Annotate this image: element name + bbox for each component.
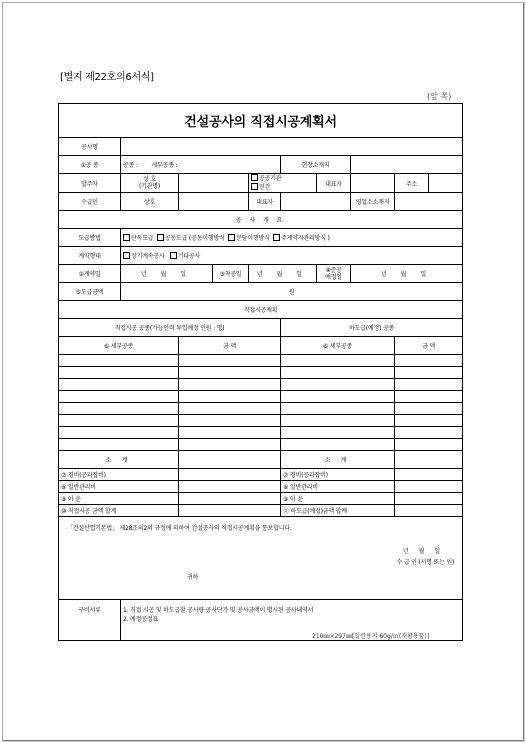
- table-cell[interactable]: [281, 367, 395, 379]
- option-long-term: 장기계속공사: [131, 253, 165, 260]
- label-contractor: 수급인: [59, 193, 121, 211]
- start-date-field[interactable]: 년 월 일: [249, 265, 317, 283]
- checkbox-icon[interactable]: [157, 234, 164, 241]
- label-project-name: 공사명: [59, 138, 121, 156]
- left-item-label: ⑧ 일반관리비: [59, 481, 179, 493]
- left-item-label: ⑩ 직접시공 금액 합계: [59, 505, 179, 517]
- table-cell[interactable]: [395, 427, 463, 439]
- left-item-label: ⑦ 경비(공과잡비): [59, 469, 179, 481]
- direct-subtotal-label: 소 계: [59, 451, 179, 469]
- label-contract-date: ②계약일: [59, 265, 121, 283]
- label-office-location: 영업소소재지: [351, 193, 395, 211]
- contract-amount-field[interactable]: 원: [121, 283, 463, 301]
- table-cell[interactable]: [395, 403, 463, 415]
- table-cell[interactable]: [395, 391, 463, 403]
- label-contract-method: 도급방법: [59, 229, 121, 247]
- table-cell[interactable]: [179, 439, 281, 451]
- table-cell[interactable]: [395, 379, 463, 391]
- checkbox-icon[interactable]: [228, 234, 235, 241]
- checkbox-icon[interactable]: [123, 252, 130, 259]
- right-item-field[interactable]: [395, 469, 463, 481]
- table-cell[interactable]: [179, 415, 281, 427]
- table-cell[interactable]: [59, 403, 179, 415]
- side-label: (앞 쪽): [427, 92, 452, 101]
- paper-spec: 210㎜×297㎜[일반용지 60g/㎡(재활용품)]: [312, 633, 430, 640]
- label-start-date: ③착공일: [213, 265, 249, 283]
- table-cell[interactable]: [59, 355, 179, 367]
- option-single: 단독도급: [131, 235, 154, 242]
- option-public: 공공기관: [259, 175, 282, 182]
- label-orderer: 발주자: [59, 174, 121, 193]
- checkbox-icon[interactable]: [170, 252, 177, 259]
- col-sub-amount: 금 액: [395, 337, 463, 355]
- col-sub-subtype: ⑥ 세부공종: [281, 337, 395, 355]
- project-name-field[interactable]: [121, 138, 463, 156]
- option-main-contractor: 주계약자관리방식 ): [281, 235, 330, 242]
- direct-subtotal-field[interactable]: [179, 451, 281, 469]
- address-field[interactable]: [429, 174, 463, 193]
- option-other: 기타공사: [177, 253, 201, 260]
- right-item-label: ⑧ 일반관리비: [281, 481, 395, 493]
- option-joint-exec: (공동이행방식: [188, 235, 225, 242]
- orderer-name-field[interactable]: [179, 174, 249, 193]
- sub-subtotal-field[interactable]: [395, 451, 463, 469]
- sub-work-type-label: 세부공종 :: [151, 162, 178, 169]
- table-cell[interactable]: [281, 427, 395, 439]
- right-item-label: ⑦ 경비(공과잡비): [281, 469, 395, 481]
- table-cell[interactable]: [395, 367, 463, 379]
- notice-block: [59, 517, 463, 600]
- sub-subtotal-label: 소 계: [281, 451, 395, 469]
- subcontract-header: 하도급(예정) 공종: [281, 319, 463, 337]
- table-cell[interactable]: [179, 427, 281, 439]
- label-site-location: 현장소재지: [281, 156, 351, 174]
- table-cell[interactable]: [59, 427, 179, 439]
- table-cell[interactable]: [395, 439, 463, 451]
- addressee: 귀하: [187, 574, 199, 581]
- table-cell[interactable]: [281, 379, 395, 391]
- label-work-type: ①공 종: [59, 156, 121, 174]
- table-cell[interactable]: [281, 391, 395, 403]
- label-contract-amount: ⑤도급금액: [59, 283, 121, 301]
- option-split-exec: 분담이행방식: [236, 235, 270, 242]
- plan-form-table: [58, 103, 463, 641]
- label-representative: 대표자: [317, 174, 351, 193]
- table-cell[interactable]: [281, 415, 395, 427]
- table-cell[interactable]: [179, 379, 281, 391]
- table-cell[interactable]: [59, 391, 179, 403]
- contractor-rep-field[interactable]: [281, 193, 351, 211]
- orderer-type-options[interactable]: [249, 174, 317, 193]
- table-cell[interactable]: [59, 367, 179, 379]
- table-cell[interactable]: [281, 403, 395, 415]
- signer-line[interactable]: 수 급 인 (서명 또는 인): [396, 559, 455, 566]
- attachment-item: 2. 예정공정표: [123, 616, 159, 623]
- work-type-field[interactable]: [121, 156, 281, 174]
- attachment-item: 1. 직접 시공 및 하도급할 공사량·공사단가 및 공사금액이 명시된 공사내역서: [123, 607, 314, 614]
- table-cell[interactable]: [179, 403, 281, 415]
- table-cell[interactable]: [59, 415, 179, 427]
- right-item-label: ⑨ 이 윤: [281, 493, 395, 505]
- form-title: 건설공사의 직접시공계획서: [59, 104, 463, 138]
- left-item-field[interactable]: [179, 493, 281, 505]
- table-cell[interactable]: [281, 355, 395, 367]
- label-attachments: 구비서류: [59, 600, 121, 641]
- right-item-field[interactable]: [395, 505, 463, 517]
- col-direct-amount: 금 액: [179, 337, 281, 355]
- table-cell[interactable]: [395, 415, 463, 427]
- label-address: 주소: [395, 174, 429, 193]
- section-overview: 공 사 개 요: [59, 211, 463, 229]
- contract-form-options[interactable]: [121, 247, 463, 265]
- section-direct-plan: 직접시공계획: [59, 301, 463, 319]
- notice-date[interactable]: 년 월 일: [402, 548, 445, 555]
- checkbox-icon[interactable]: [123, 234, 130, 241]
- site-location-field[interactable]: [351, 156, 463, 174]
- label-contractor-name: 상호: [121, 193, 179, 211]
- completion-date-field[interactable]: 년 월 일: [351, 265, 463, 283]
- checkbox-icon[interactable]: [273, 234, 280, 241]
- contractor-name-field[interactable]: [179, 193, 249, 211]
- left-item-label: ⑨ 이 윤: [59, 493, 179, 505]
- left-item-field[interactable]: [179, 481, 281, 493]
- form-number: [별지 제22호의6서식]: [60, 72, 154, 83]
- col-direct-subtype: ⑥ 세부공종: [59, 337, 179, 355]
- contract-method-options[interactable]: [121, 229, 463, 247]
- label-contractor-rep: 대표자: [249, 193, 281, 211]
- table-cell[interactable]: [179, 391, 281, 403]
- direct-work-header: 직접시공 공종(가능인력 투입예정 인원 : 명): [59, 319, 281, 337]
- checkbox-icon[interactable]: [251, 183, 258, 190]
- table-cell[interactable]: [179, 367, 281, 379]
- left-item-field[interactable]: [179, 469, 281, 481]
- representative-field[interactable]: [351, 174, 395, 193]
- right-item-label: ⑪ 하도급(예정)금액 합계: [281, 505, 395, 517]
- table-cell[interactable]: [59, 379, 179, 391]
- office-location-field[interactable]: [395, 193, 463, 211]
- checkbox-icon[interactable]: [251, 174, 258, 181]
- table-cell[interactable]: [395, 355, 463, 367]
- right-item-field[interactable]: [395, 493, 463, 505]
- left-item-field[interactable]: [179, 505, 281, 517]
- right-item-field[interactable]: [395, 481, 463, 493]
- notice-text: 「건설산업기본법」 제28조의2의 규정에 의하여 건설공사의 직접시공계획을 통보합니다.: [67, 525, 292, 532]
- label-contract-form: 계약형태: [59, 247, 121, 265]
- table-cell[interactable]: [281, 439, 395, 451]
- option-joint: 공동도급: [164, 235, 188, 242]
- label-completion-date: ④준공 예정일: [317, 265, 351, 283]
- option-private: 민간: [259, 184, 271, 191]
- label-orderer-name: 성 호 (기관명): [121, 174, 179, 193]
- contract-date-field[interactable]: 년 월 일: [121, 265, 213, 283]
- work-type-label: 공종 :: [123, 162, 138, 169]
- table-cell[interactable]: [59, 439, 179, 451]
- table-cell[interactable]: [179, 355, 281, 367]
